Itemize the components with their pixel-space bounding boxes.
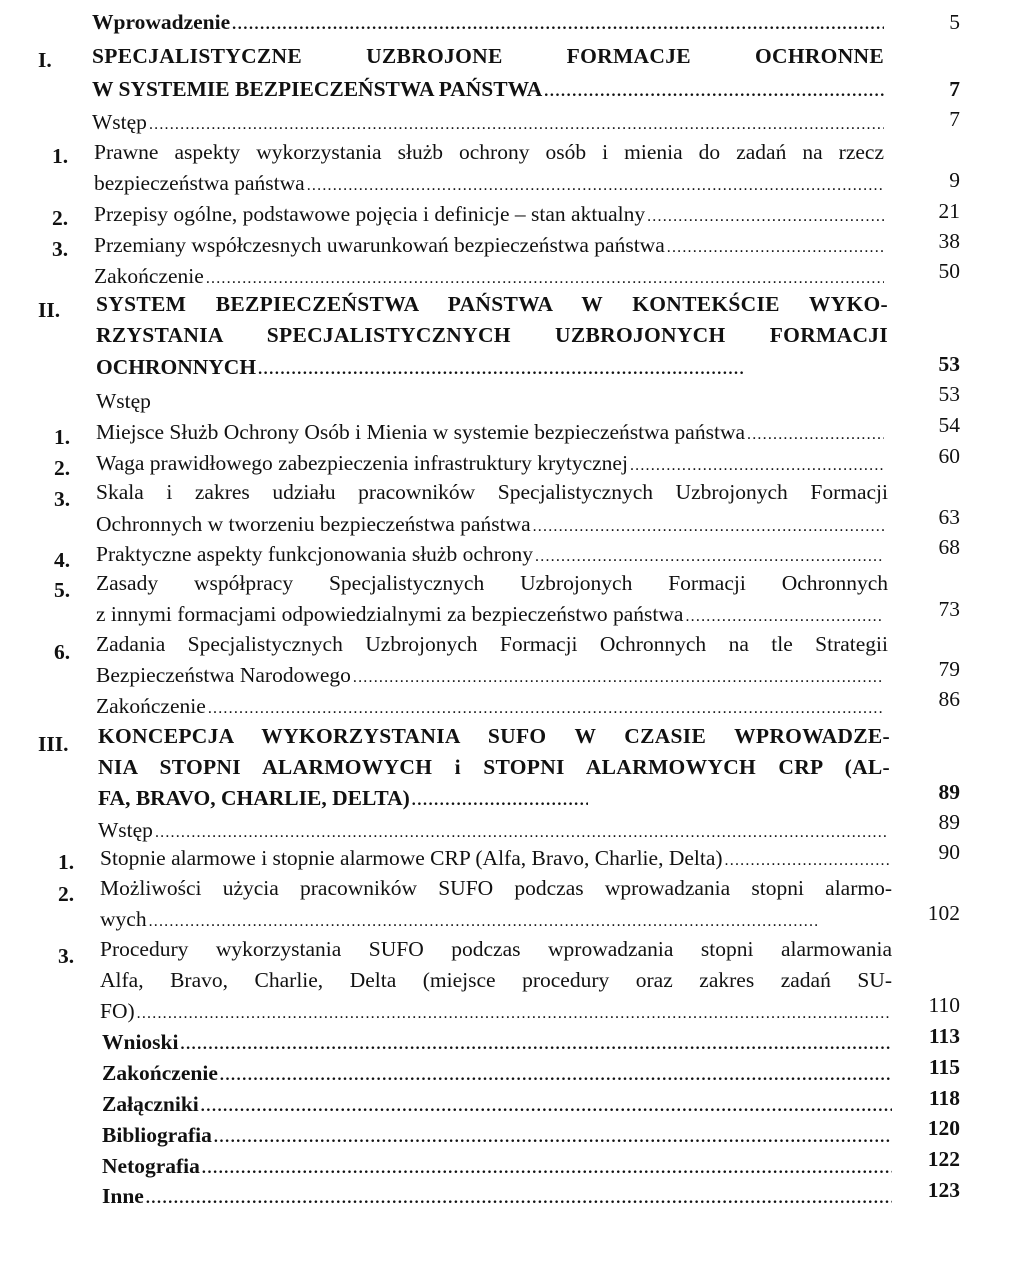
- page-number: 68: [938, 535, 960, 559]
- chapter-number: II.: [38, 298, 61, 322]
- item-number: 2.: [52, 206, 69, 230]
- dot-leader: [412, 792, 588, 810]
- item-number: 3.: [52, 237, 69, 261]
- toc-label-last-line: [100, 999, 890, 1024]
- item-number: 1.: [58, 850, 75, 874]
- page-number: 118: [928, 1086, 960, 1110]
- toc-entry-zalaczniki: [102, 1092, 892, 1117]
- item-number: 5.: [54, 578, 71, 602]
- dot-leader: [137, 1005, 890, 1023]
- chapter-title-line: KONCEPCJA WYKORZYSTANIA SUFO W CZASIE WPROWADZE-: [98, 724, 890, 748]
- dot-leader: [647, 208, 884, 226]
- page-number: 122: [927, 1147, 960, 1171]
- toc-label-last-line: [96, 512, 884, 537]
- page-number: 79: [938, 657, 960, 681]
- dot-leader: [201, 1098, 892, 1116]
- toc-label-line: [96, 542, 884, 567]
- page-number: 89: [938, 780, 960, 804]
- page-number: 73: [938, 597, 960, 621]
- item-number: 6.: [54, 640, 71, 664]
- chapter-title-last-line: [92, 77, 884, 102]
- page-number: 5: [949, 10, 960, 34]
- toc-entry-zakonczenie: [94, 264, 884, 289]
- dot-leader: [206, 270, 884, 288]
- item-number: 1.: [54, 425, 71, 449]
- toc-label: FA, BRAVO, CHARLIE, DELTA): [98, 786, 410, 810]
- dot-leader: [149, 116, 884, 134]
- toc-label: Zadania Specjalistycznych Uzbrojonych Formacji Ochronnych na tle Strategii: [96, 632, 888, 656]
- toc-label: Procedury wykorzystania SUFO podczas wprowadzania stopni alarmowania: [100, 937, 892, 961]
- toc-entry-wnioski: [102, 1030, 892, 1055]
- page-number: 7: [949, 107, 960, 131]
- toc-label: Miejsce Służb Ochrony Osób i Mienia w systemie bezpieczeństwa państwa: [96, 420, 746, 444]
- item-number: 3.: [58, 944, 75, 968]
- dot-leader: [667, 239, 884, 257]
- page-number: 63: [938, 505, 960, 529]
- chapter-title-line: RZYSTANIA SPECJALISTYCZNYCH UZBROJONYCH FORMACJI: [96, 323, 888, 347]
- dot-leader: [232, 16, 884, 34]
- toc-label: Załączniki: [102, 1092, 199, 1116]
- dot-leader: [725, 852, 890, 870]
- dot-leader: [146, 1190, 892, 1208]
- toc-label-last-line: [94, 171, 884, 196]
- toc-label-last-line: [96, 663, 884, 688]
- toc-label: wych: [100, 907, 147, 931]
- toc-label: Stopnie alarmowe i stopnie alarmowe CRP (Alfa, Bravo, Charlie, Delta): [100, 846, 723, 870]
- page-number: 60: [938, 444, 960, 468]
- chapter-title-last-line: [98, 786, 588, 811]
- toc-label-line: [94, 202, 884, 227]
- toc-label-line: [94, 233, 884, 258]
- toc-label: Wstęp: [98, 818, 153, 842]
- chapter-title-last-line: [96, 355, 746, 380]
- dot-leader: [155, 824, 888, 842]
- toc-label: Skala i zakres udziału pracowników Specjalistycznych Uzbrojonych Formacji: [96, 480, 888, 504]
- dot-leader: [630, 457, 884, 475]
- item-number: 4.: [54, 548, 71, 572]
- toc-label: Zakończenie: [102, 1061, 218, 1085]
- page-number: 54: [938, 413, 960, 437]
- toc-label-line: [96, 451, 884, 476]
- page-number: 50: [938, 259, 960, 283]
- chapter-title-line: NIA STOPNI ALARMOWYCH i STOPNI ALARMOWYCH CRP (AL-: [98, 755, 890, 779]
- toc-label: OCHRONNYCH: [96, 355, 257, 379]
- toc-label: Wstęp: [92, 110, 147, 134]
- toc-entry-wstep: [92, 110, 884, 135]
- page-number: 113: [928, 1024, 960, 1048]
- toc-label: Wprowadzenie: [92, 10, 231, 34]
- page-number: 7: [949, 77, 960, 101]
- dot-leader: [208, 700, 884, 718]
- toc-label: W SYSTEMIE BEZPIECZEŃSTWA PAŃSTWA: [92, 77, 543, 101]
- toc-entry-zakonczenie: [102, 1061, 892, 1086]
- toc-label: z innymi formacjami odpowiedzialnymi za bezpieczeństwo państwa: [96, 602, 684, 626]
- toc-label: bezpieczeństwa państwa: [94, 171, 305, 195]
- dot-leader: [220, 1067, 892, 1085]
- page-number: 86: [938, 687, 960, 711]
- toc-label: Bibliografia: [102, 1123, 212, 1147]
- page-number: 90: [938, 840, 960, 864]
- toc-entry-netografia: [102, 1154, 892, 1179]
- dot-leader: [180, 1036, 892, 1054]
- toc-entry-zakonczenie: [96, 694, 884, 719]
- dot-leader: [747, 426, 884, 444]
- chapter-number: III.: [38, 732, 69, 756]
- toc-entry-bibliografia: [102, 1123, 892, 1148]
- toc-label: Netografia: [102, 1154, 200, 1178]
- dot-leader: [533, 518, 884, 536]
- page-number: 9: [949, 168, 960, 192]
- dot-leader: [353, 669, 884, 687]
- page-number: 115: [928, 1055, 960, 1079]
- toc-label: Alfa, Bravo, Charlie, Delta (miejsce procedury oraz zakres zadań SU-: [100, 968, 892, 992]
- dot-leader: [214, 1129, 892, 1147]
- toc-label: Prawne aspekty wykorzystania służb ochrony osób i mienia do zadań na rzecz: [94, 140, 884, 164]
- page-number: 110: [928, 993, 960, 1017]
- dot-leader: [544, 83, 884, 101]
- page-number: 53: [938, 382, 960, 406]
- item-number: 3.: [54, 487, 71, 511]
- toc-label: Przepisy ogólne, podstawowe pojęcia i definicje – stan aktualny: [94, 202, 646, 226]
- toc-label: Bezpieczeństwa Narodowego: [96, 663, 351, 687]
- toc-label: Możliwości użycia pracowników SUFO podczas wprowadzania stopni alarmo-: [100, 876, 892, 900]
- page-number: 102: [927, 901, 960, 925]
- chapter-title-line: SPECJALISTYCZNE UZBROJONE FORMACJE OCHRONNE: [92, 44, 884, 68]
- dot-leader: [685, 608, 884, 626]
- toc-label-line: [100, 846, 890, 871]
- toc-entry-wstep: [98, 818, 888, 843]
- page-number: 53: [938, 352, 960, 376]
- toc-label: Wnioski: [102, 1030, 179, 1054]
- page-number: 89: [938, 810, 960, 834]
- dot-leader: [258, 361, 746, 379]
- toc-label: Zakończenie: [94, 264, 204, 288]
- dot-leader: [149, 913, 820, 931]
- chapter-title-line: SYSTEM BEZPIECZEŃSTWA PAŃSTWA W KONTEKŚCIE WYKO-: [96, 292, 888, 316]
- toc-label: Przemiany współczesnych uwarunkowań bezpieczeństwa państwa: [94, 233, 665, 257]
- toc-label: Wstęp: [96, 389, 151, 413]
- dot-leader: [307, 177, 884, 195]
- toc-label: Praktyczne aspekty funkcjonowania służb ochrony: [96, 542, 534, 566]
- toc-label: Zasady współpracy Specjalistycznych Uzbrojonych Formacji Ochronnych: [96, 571, 888, 595]
- dot-leader: [535, 548, 884, 566]
- chapter-number: I.: [38, 48, 52, 72]
- toc-label-last-line: [100, 907, 820, 932]
- item-number: 1.: [52, 144, 69, 168]
- toc-label-line: [96, 420, 884, 445]
- toc-label: Inne: [102, 1184, 144, 1208]
- toc-label: Zakończenie: [96, 694, 206, 718]
- page-number: 21: [938, 199, 960, 223]
- item-number: 2.: [54, 456, 71, 480]
- page-number: 120: [927, 1116, 960, 1140]
- toc-label: Waga prawidłowego zabezpieczenia infrastruktury krytycznej: [96, 451, 628, 475]
- page-number: 123: [927, 1178, 960, 1202]
- toc-label: FO): [100, 999, 135, 1023]
- toc-label: Ochronnych w tworzeniu bezpieczeństwa państwa: [96, 512, 531, 536]
- toc-entry-inne: [102, 1184, 892, 1209]
- page-number: 38: [938, 229, 960, 253]
- toc-entry-intro: [92, 10, 884, 35]
- dot-leader: [202, 1160, 892, 1178]
- toc-label-last-line: [96, 602, 884, 627]
- toc-entry-wstep: [96, 389, 151, 414]
- item-number: 2.: [58, 882, 75, 906]
